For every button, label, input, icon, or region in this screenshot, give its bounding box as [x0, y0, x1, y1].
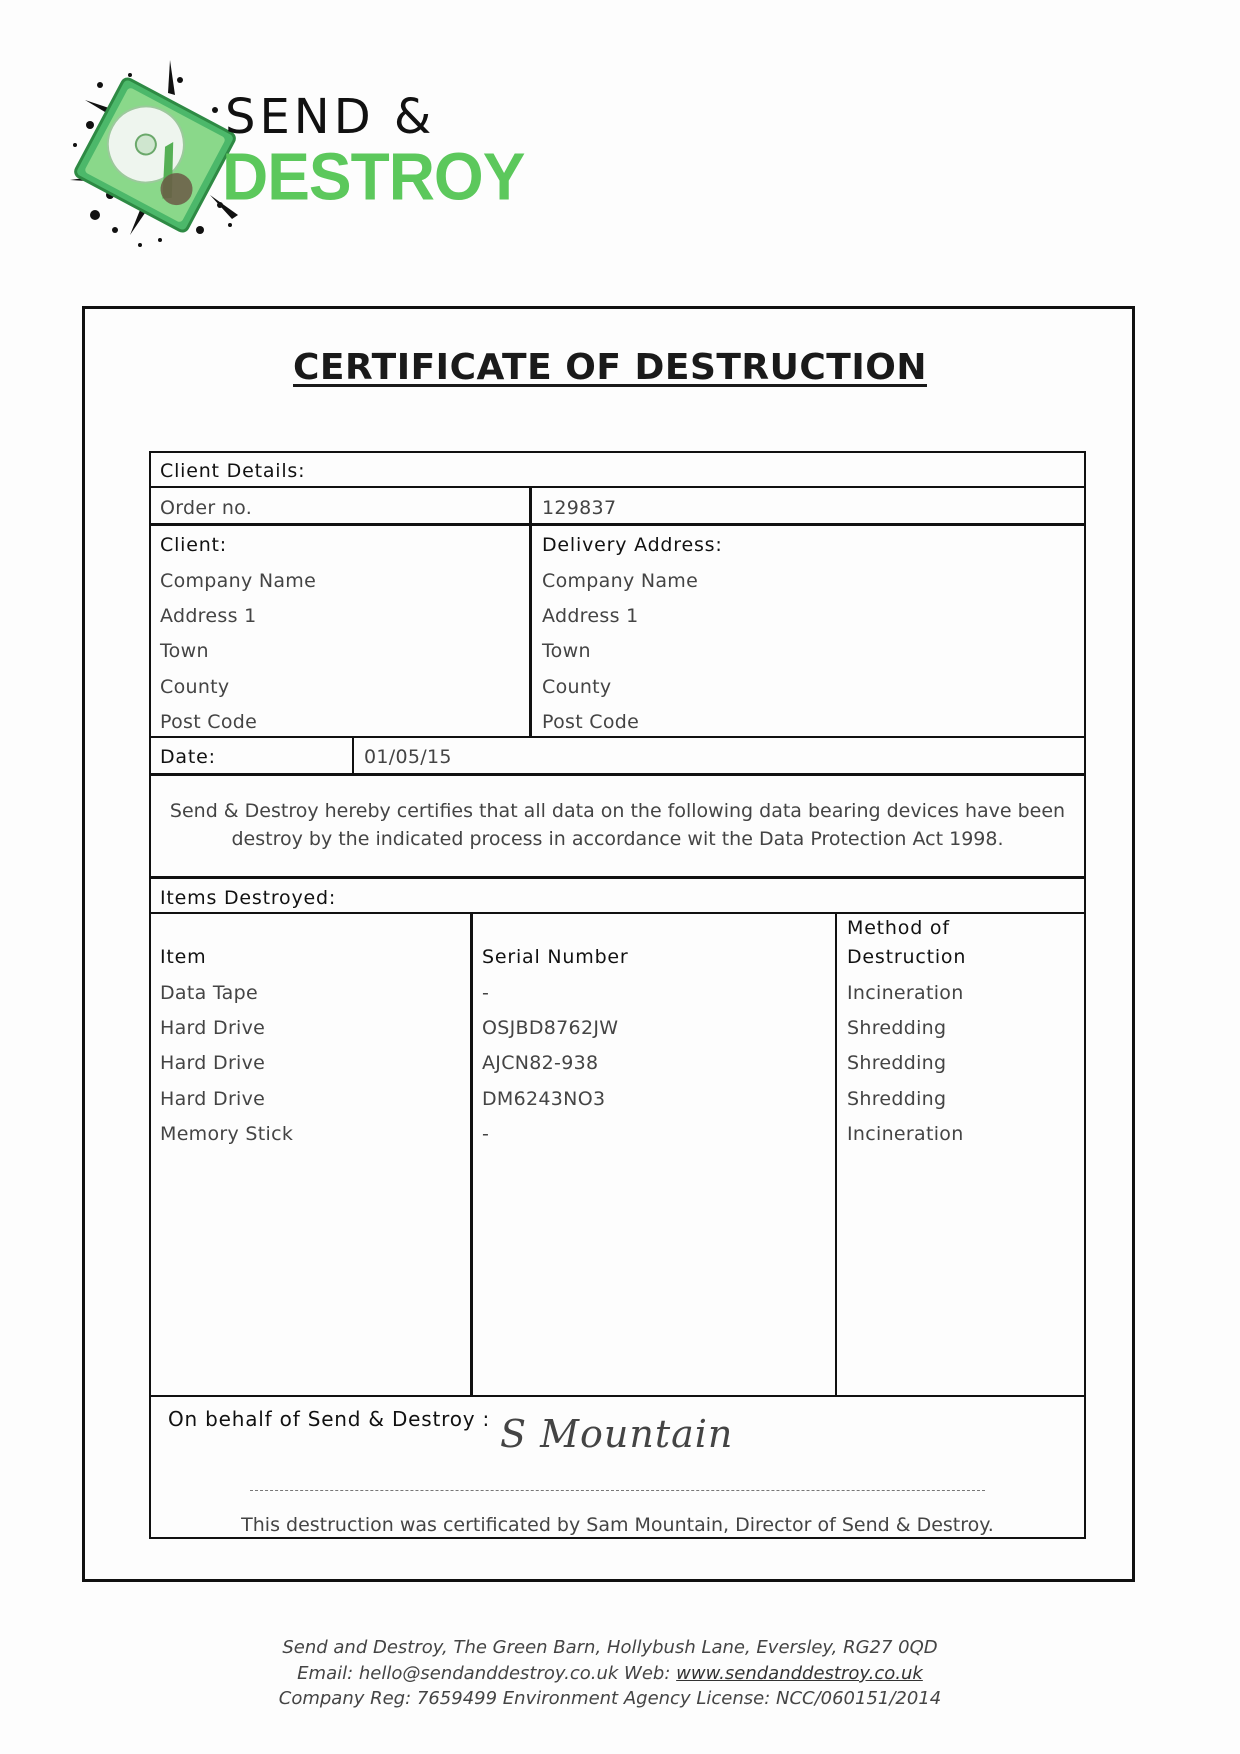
client-county: County [160, 676, 230, 698]
divider [352, 736, 354, 774]
column-header-item: Item [160, 946, 207, 968]
divider [149, 736, 1086, 738]
item-name: Hard Drive [160, 1052, 266, 1074]
divider [470, 912, 473, 1396]
footer-contact [0, 1661, 1220, 1687]
item-method: Incineration [847, 1123, 964, 1145]
footer-address: Send and Destroy, The Green Barn, Hollybush Lane, Eversley, RG27 0QD [282, 1637, 938, 1658]
certified-by-text: This destruction was certificated by Sam Mountain, Director of Send & Destroy. [241, 1514, 994, 1536]
page-title [0, 346, 1220, 390]
item-name: Memory Stick [160, 1123, 294, 1145]
delivery-company-name: Company Name [542, 570, 699, 592]
item-method: Shredding [847, 1052, 947, 1074]
divider [149, 1395, 1086, 1397]
logo-text-destroy: DESTROY [222, 138, 525, 215]
website-link[interactable]: www.sendanddestroy.co.uk [676, 1663, 923, 1684]
certification-text-line-2: destroy by the indicated process in accordance wit the Data Protection Act 1998. [231, 828, 1004, 850]
client-heading: Client: [160, 534, 228, 556]
date-label: Date: [160, 746, 216, 768]
company-logo [70, 55, 540, 265]
logo-text-send: SEND & [225, 89, 436, 145]
divider [149, 773, 1086, 776]
column-header-method-line-1: Method of [847, 917, 950, 939]
item-serial: OSJBD8762JW [482, 1017, 619, 1039]
column-header-method-line-2: Destruction [847, 946, 967, 968]
date-value: 01/05/15 [364, 746, 452, 768]
item-serial: AJCN82-938 [482, 1052, 599, 1074]
signature-line [250, 1490, 985, 1491]
divider [149, 876, 1086, 879]
delivery-address: Address 1 [542, 605, 639, 627]
divider [529, 486, 532, 737]
item-method: Shredding [847, 1017, 947, 1039]
item-serial: - [482, 1123, 490, 1145]
title-text: CERTIFICATE OF DESTRUCTION [293, 347, 927, 388]
client-town: Town [160, 640, 209, 662]
delivery-county: County [542, 676, 612, 698]
order-number-label: Order no. [160, 497, 253, 519]
divider [149, 486, 1086, 488]
item-serial: DM6243NO3 [482, 1088, 606, 1110]
divider [149, 912, 1086, 914]
delivery-address-heading: Delivery Address: [542, 534, 723, 556]
divider [149, 523, 1086, 526]
divider [835, 912, 837, 1396]
hard-drive-splatter-icon [70, 55, 240, 255]
signature: S Mountain [500, 1412, 734, 1456]
footer-email: Email: hello@sendanddestroy.co.uk Web: [297, 1663, 677, 1684]
item-method: Incineration [847, 982, 964, 1004]
item-method: Shredding [847, 1088, 947, 1110]
item-name: Data Tape [160, 982, 258, 1004]
delivery-town: Town [542, 640, 591, 662]
column-header-serial-number: Serial Number [482, 946, 629, 968]
order-number-value: 129837 [542, 497, 617, 519]
on-behalf-label: On behalf of Send & Destroy : [168, 1407, 491, 1431]
certification-text-line-1: Send & Destroy hereby certifies that all data on the following data bearing devices have been [169, 800, 1066, 822]
item-serial: - [482, 982, 490, 1004]
client-details-heading: Client Details: [160, 460, 306, 482]
client-company-name: Company Name [160, 570, 317, 592]
items-destroyed-heading: Items Destroyed: [160, 887, 337, 909]
client-address: Address 1 [160, 605, 257, 627]
item-name: Hard Drive [160, 1017, 266, 1039]
footer-registration: Company Reg: 7659499 Environment Agency License: NCC/060151/2014 [278, 1688, 942, 1709]
delivery-post-code: Post Code [542, 711, 640, 733]
client-post-code: Post Code [160, 711, 258, 733]
item-name: Hard Drive [160, 1088, 266, 1110]
